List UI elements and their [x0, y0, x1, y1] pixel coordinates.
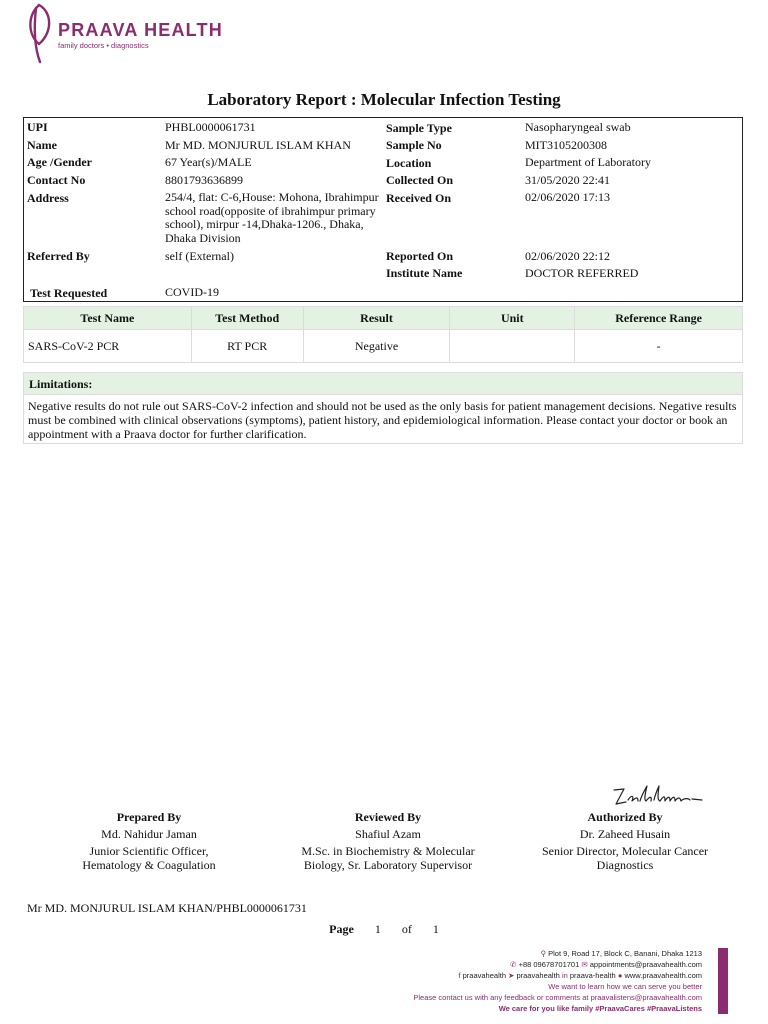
sample-type-label: Sample Type [386, 121, 452, 135]
linkedin-icon: in [561, 971, 570, 980]
email-icon: ✉ [581, 960, 590, 969]
institute-name-label: Institute Name [386, 266, 463, 280]
page-current: 1 [374, 922, 381, 936]
table-row [24, 330, 743, 363]
prepared-by-label: Prepared By [116, 810, 182, 824]
column-header: Unit [450, 307, 575, 330]
column-header: Test Name [24, 307, 192, 330]
reviewed-by-label: Reviewed By [354, 810, 422, 824]
footer-email[interactable]: appointments@praavahealth.com [589, 960, 702, 969]
location-label: Location [386, 156, 432, 170]
authorized-by-title: Senior Director, Molecular Cancer Diagnostics [541, 844, 709, 872]
address-value: 254/4, flat: C-6,House: Mohona, Ibrahimpur school road(opposite of ibrahimpur primary school), mirpur -14,Dhaka-1206., Dhaka, Dhaka Division [165, 190, 379, 245]
age-gender-value: 67 Year(s)/MALE [165, 155, 252, 169]
page-label: Page [329, 922, 354, 936]
footer-care-line: We care for you like family #PraavaCares #PraavaListens [498, 1004, 702, 1013]
authorized-by-name: Dr. Zaheed Husain [579, 827, 671, 841]
collected-on-label: Collected On [386, 173, 453, 187]
location-pin-icon: ⚲ [540, 949, 549, 958]
twitter-icon: ➤ [508, 971, 517, 980]
footer-phone[interactable]: +88 09678701701 [518, 960, 580, 969]
footer-twitter[interactable]: praavahealth [516, 971, 560, 980]
results-table [23, 306, 743, 363]
signature-image [610, 782, 706, 808]
footer-website[interactable]: www.praavahealth.com [624, 971, 702, 980]
page-total: 1 [432, 922, 439, 936]
brand-tagline: family doctors • diagnostics [58, 41, 149, 50]
prepared-by-block [29, 810, 269, 872]
results-header-row [24, 307, 743, 330]
reference-range-cell: - [575, 330, 743, 363]
footer-linkedin[interactable]: praava-health [569, 971, 616, 980]
limitations-text: Negative results do not rule out SARS-CoV-2 infection and should not be used as the only basis for patient management decisions. Negative results must be combined with clinical observations (symptoms), patient history, and epidemiological information. Please contact your doctor or book an appointment with a Praava doctor for further clarification. [23, 395, 743, 444]
authorized-by-block [505, 810, 745, 872]
footer-learn-line: We want to learn how we can serve you better [548, 982, 702, 991]
name-label: Name [27, 138, 57, 152]
upi-label: UPI [27, 120, 48, 134]
sample-no-label: Sample No [386, 138, 442, 152]
test-requested-label: Test Requested [30, 286, 108, 300]
upi-value: PHBL0000061731 [165, 120, 256, 134]
name-value: Mr MD. MONJURUL ISLAM KHAN [165, 138, 351, 152]
phone-icon: ✆ [510, 960, 519, 969]
brand-accent-bar [718, 948, 728, 1014]
institute-name-value: DOCTOR REFERRED [525, 266, 639, 280]
received-on-label: Received On [386, 191, 451, 205]
sample-type-value: Nasopharyngeal swab [525, 120, 631, 134]
limitations-heading: Limitations: [23, 372, 743, 395]
location-value: Department of Laboratory [525, 155, 651, 169]
footer-feedback-line: Please contact us with any feedback or comments at praavalistens@praavahealth.com [413, 993, 702, 1002]
prepared-by-title: Junior Scientific Officer, Hematology & Coagulation [82, 844, 216, 872]
test-method-cell: RT PCR [191, 330, 303, 363]
column-header: Result [303, 307, 450, 330]
column-header: Test Method [191, 307, 303, 330]
column-header: Reference Range [575, 307, 743, 330]
prepared-by-name: Md. Nahidur Jaman [101, 827, 197, 841]
reviewed-by-block [268, 810, 508, 872]
globe-icon: ● [617, 971, 625, 980]
facebook-icon: f [458, 971, 463, 980]
referred-by-value: self (External) [165, 249, 234, 263]
contact-label: Contact No [27, 173, 86, 187]
result-cell: Negative [303, 330, 450, 363]
report-title: Laboratory Report : Molecular Infection Testing [207, 90, 561, 109]
footer-address: Plot 9, Road 17, Block C, Banani, Dhaka 1213 [548, 949, 702, 958]
reviewed-by-title: M.Sc. in Biochemistry & Molecular Biology, Sr. Laboratory Supervisor [301, 844, 475, 872]
authorized-by-label: Authorized By [587, 810, 663, 824]
test-name-cell: SARS-CoV-2 PCR [24, 330, 192, 363]
sample-no-value: MIT3105200308 [525, 138, 607, 152]
page-of: of [401, 922, 412, 936]
reviewed-by-name: Shafiul Azam [355, 827, 421, 841]
footer-patient-ref: Mr MD. MONJURUL ISLAM KHAN/PHBL0000061731 [27, 901, 307, 915]
footer-facebook[interactable]: praavahealth [462, 971, 506, 980]
praava-logo-icon [22, 2, 56, 64]
referred-by-label: Referred By [27, 249, 90, 263]
reported-on-label: Reported On [386, 249, 453, 263]
page-indicator [0, 922, 768, 937]
brand-name: PRAAVA HEALTH [58, 20, 223, 40]
age-gender-label: Age /Gender [27, 155, 92, 169]
test-requested-value: COVID-19 [165, 285, 219, 299]
unit-cell [450, 330, 575, 363]
contact-value: 8801793636899 [165, 173, 243, 187]
contact-block [282, 948, 702, 1014]
reported-on-value: 02/06/2020 22:12 [525, 249, 611, 263]
collected-on-value: 31/05/2020 22:41 [525, 173, 611, 187]
received-on-value: 02/06/2020 17:13 [525, 190, 611, 204]
address-label: Address [27, 191, 69, 205]
